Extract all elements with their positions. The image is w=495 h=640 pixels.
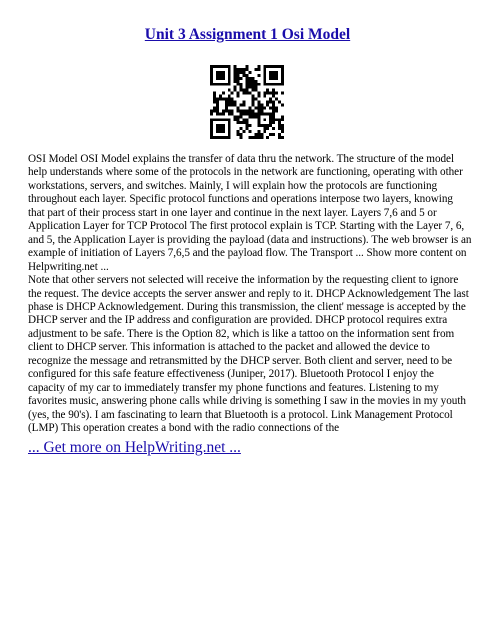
document-body [28,153,472,436]
more-link-container [28,438,241,458]
body-paragraph-1: OSI Model OSI Model explains the transfer of data thru the network. The structure of the model help understands where some of the protocols in the network are functioning, operating with other workstations, servers, and switches. Mainly, I will explain how the protocols are functioning throughout each layer. Specific protocol functions and operations interpose two layers, knowing that part of their process start in one layer and continue in the next layer. Layers 7,6 and 5 or Application Layer for TCP Protocol The first protocol explain is TCP. Starting with the Layer 7, 6, and 5, the Application Layer is providing the payload (data and instructions). The web browser is an example of initiation of Layers 7,6,5 and the payload flow. The Transport ... Show more content on Helpwriting.net ... [28,153,472,273]
document-title-container [0,25,495,45]
qr-code-graphic [210,65,284,139]
qr-code-icon [210,65,284,139]
body-paragraph-2: Note that other servers not selected will receive the information by the requesting client to ignore the request. The device accepts the server answer and reply to it. DHCP Acknowledgement The last phase is DHCP Acknowledgement. During this transmission, the client' message is accepted by the DHCP server and the IP address and configuration are provided. DHCP protocol requires extra adjustment to be safe. There is the Option 82, which is like a tattoo on the information sent from client to DHCP server. This information is attached to the packet and allowed the device to recognize the message and retransmitted by the DHCP server. Both client and server, need to be configured for this safe feature effectiveness (Juniper, 2017). Bluetooth Protocol I enjoy the capacity of my car to immediately transfer my phone functions and features. Listening to my favorites music, answering phone calls while driving is something I saw in the movies in my youth (yes, the 90's). I am fascinating to learn that Bluetooth is a protocol. Link Management Protocol (LMP) This operation creates a bond with the radio connections of the [28,274,469,435]
document-title-link[interactable]: Unit 3 Assignment 1 Osi Model [144,26,351,43]
get-more-link[interactable]: ... Get more on HelpWriting.net ... [28,439,241,456]
